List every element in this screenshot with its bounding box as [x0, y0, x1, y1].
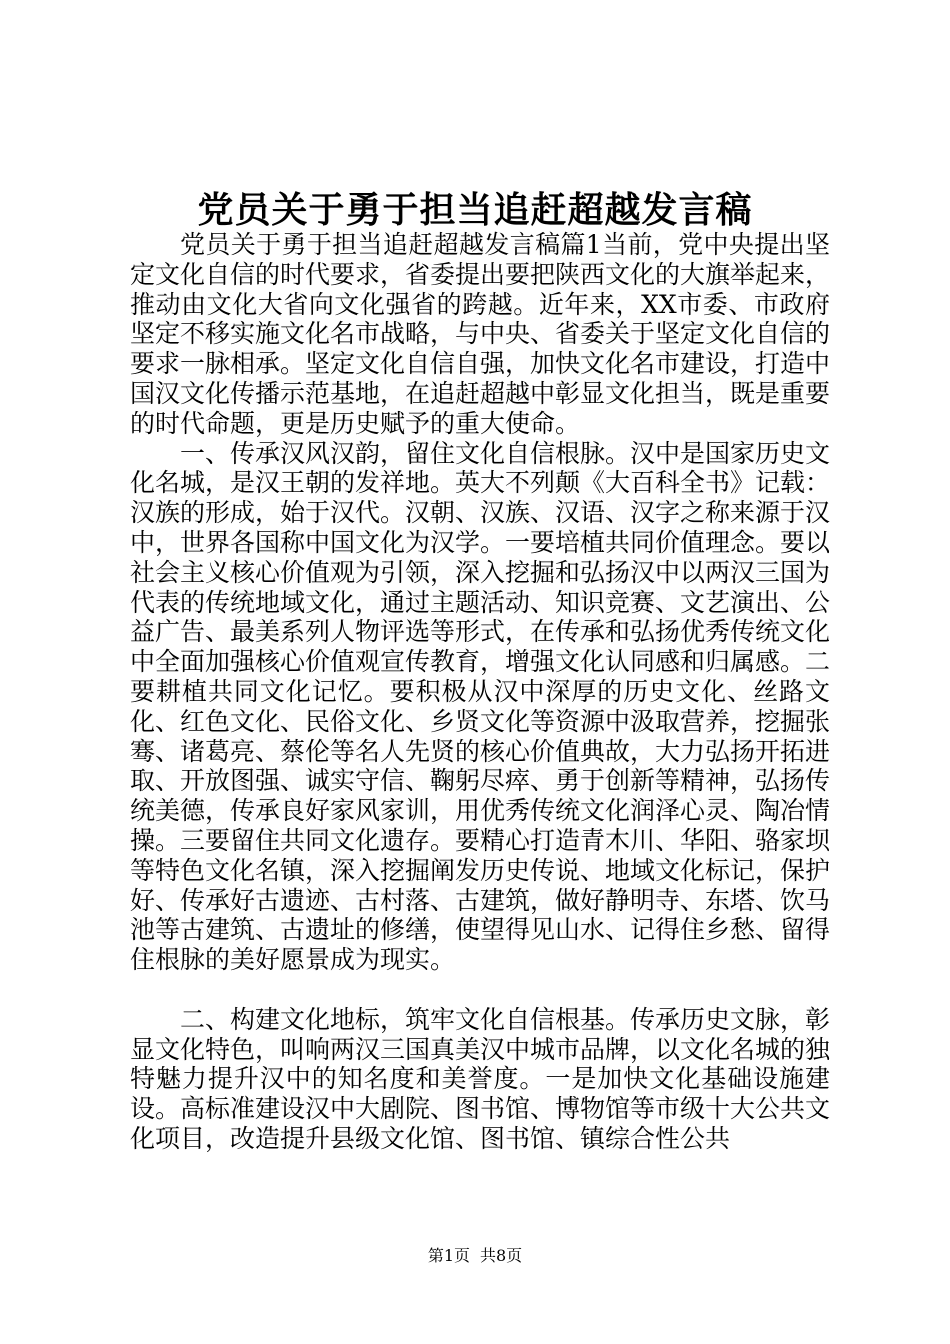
- page-number-total: 共8页: [480, 1246, 523, 1265]
- paragraph-1: 党员关于勇于担当追赶超越发言稿篇1当前，党中央提出坚定文化自信的时代要求，省委提出要把陕西文化的大旗举起来，推动由文化大省向文化强省的跨越。近年来，XX市委、市政府坚定不移实施文化名市战略，与中央、省委关于坚定文化自信的要求一脉相承。坚定文化自信自强，加快文化名市建设，打造中国汉文化传播示范基地，在追赶超越中彰显文化担当，既是重要的时代命题，更是历史赋予的重大使命。: [130, 230, 831, 438]
- page-number-current: 第1页: [427, 1246, 470, 1265]
- paragraph-2: 一、传承汉风汉韵，留住文化自信根脉。汉中是国家历史文化名城，是汉王朝的发祥地。英大不列颠《大百科全书》记载：汉族的形成，始于汉代。汉朝、汉族、汉语、汉字之称来源于汉中，世界各国称中国文化为汉学。一要培植共同价值理念。要以社会主义核心价值观为引领，深入挖掘和弘扬汉中以两汉三国为代表的传统地域文化，通过主题活动、知识竞赛、文艺演出、公益广告、最美系列人物评选等形式，在传承和弘扬优秀传统文化中全面加强核心价值观宣传教育，增强文化认同感和归属感。二要耕植共同文化记忆。要积极从汉中深厚的历史文化、丝路文化、红色文化、民俗文化、乡贤文化等资源中汲取营养，挖掘张骞、诸葛亮、蔡伦等名人先贤的核心价值典故，大力弘扬开拓进取、开放图强、诚实守信、鞠躬尽瘁、勇于创新等精神，弘扬传统美德，传承良好家风家训，用优秀传统文化润泽心灵、陶冶情操。三要留住共同文化遗存。要精心打造青木川、华阳、骆家坝等特色文化名镇，深入挖掘阐发历史传说、地域文化标记，保护好、传承好古遗迹、古村落、古建筑，做好静明寺、东塔、饮马池等古建筑、古遗址的修缮，使望得见山水、记得住乡愁、留得住根脉的美好愿景成为现实。: [130, 438, 831, 975]
- page-footer: [0, 1245, 950, 1267]
- document-title: 党员关于勇于担当追赶超越发言稿: [197, 189, 753, 231]
- paragraph-3: 二、构建文化地标，筑牢文化自信根基。传承历史文脉，彰显文化特色，叫响两汉三国真美汉中城市品牌，以文化名城的独特魅力提升汉中的知名度和美誉度。一是加快文化基础设施建设。高标准建设汉中大剧院、图书馆、博物馆等市级十大公共文化项目，改造提升县级文化馆、图书馆、镇综合性公共: [130, 1004, 831, 1153]
- document-body: [130, 230, 830, 1154]
